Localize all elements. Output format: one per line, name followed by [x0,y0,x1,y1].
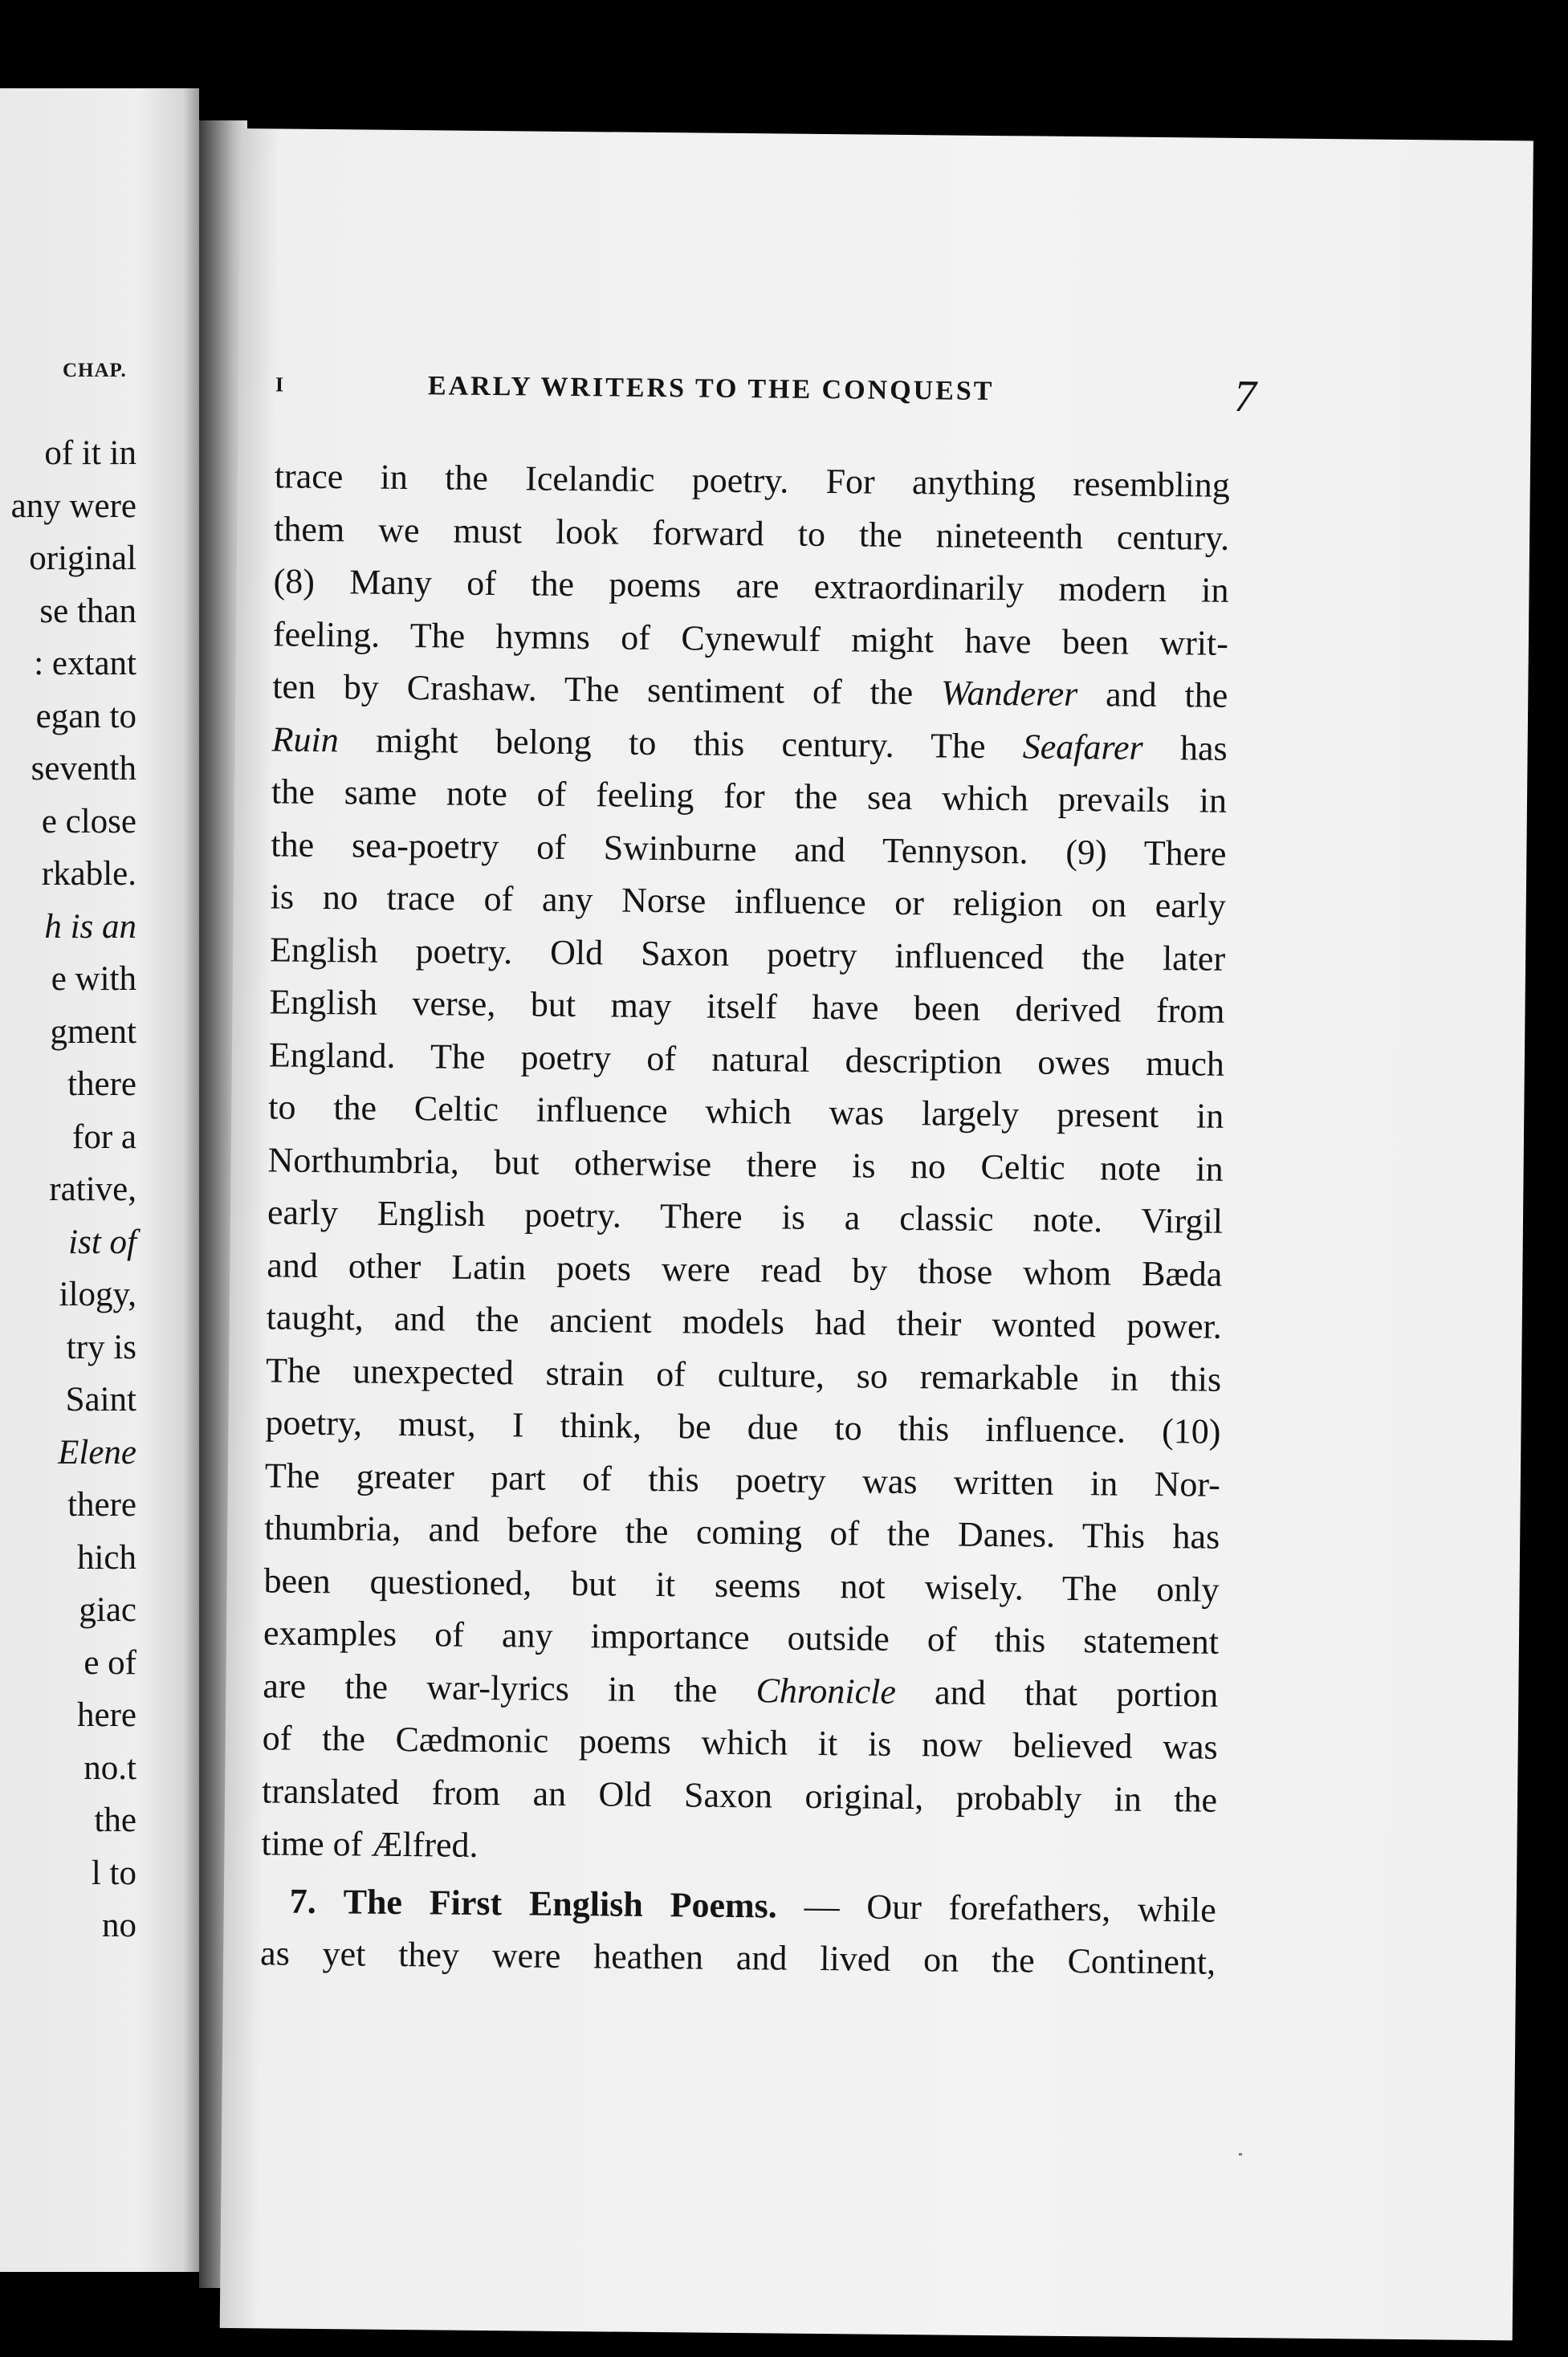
section-title: The First English Poems. [343,1881,778,1926]
text-line: is no trace of any Norse influence or religion on early [270,877,1226,926]
text-line: English verse, but may itself have been derived from [269,982,1225,1031]
previous-page-line: seventh [31,750,136,788]
poem-title: Wanderer [940,673,1078,714]
text-line: ten by Crashaw. The sentiment of the Wanderer and the [272,666,1228,715]
previous-page-line: e of [83,1643,136,1682]
previous-page-line: ist of [68,1223,136,1261]
previous-page-line: gment [50,1012,136,1051]
text-line: are the war-lyrics in the Chronicle and that portion [263,1665,1219,1715]
previous-page-line: the [94,1801,136,1839]
previous-page-line: giac [79,1591,136,1629]
previous-page-line: rative, [49,1170,136,1208]
text-line: trace in the Icelandic poetry. For anything resembling [274,456,1231,505]
previous-page-line: hich [76,1538,136,1577]
page-body [260,450,1230,1989]
previous-page-line: any were [10,486,136,525]
text-line: the same note of feeling for the sea which prevails in [271,771,1228,820]
text-line: poetry, must, I think, be due to this influence. (10) [265,1402,1221,1451]
text-line: Ruin might belong to this century. The Seafarer has [271,718,1228,768]
text-line: of the Cædmonic poems which it is now believed was [262,1718,1218,1767]
section-heading-line: 7. The First English Poems. — Our forefathers, while [289,1881,1217,1930]
previous-page-line: egan to [35,697,136,735]
text-line: early English poetry. There is a classic note. Virgil [267,1192,1224,1241]
text-line: to the Celtic influence which was largely present in [268,1087,1224,1136]
text-line: English poetry. Old Saxon poetry influenced the later [269,929,1226,979]
previous-page-line: here [77,1696,136,1734]
chapter-numeral: I [275,372,284,397]
text-line: The unexpected strain of culture, so remarkable in this [265,1349,1222,1399]
poem-title: Seafarer [1022,726,1143,767]
text-line: Northumbria, but otherwise there is no Celtic note in [267,1139,1224,1189]
previous-page-text [11,427,136,1952]
work-title: Chronicle [755,1670,897,1712]
text-line: as yet they were heathen and lived on the Continent, [259,1933,1216,1982]
text-line: them we must look forward to the nineteenth century. [273,508,1230,558]
text-line: translated from an Old Saxon original, probably in the [261,1770,1218,1820]
text-line: the sea-poetry of Swinburne and Tennyson. (9) There [271,824,1227,873]
book-page [220,128,1533,2340]
text-line: (8) Many of the poems are extraordinarily modern in [273,561,1229,610]
paper-speck [1239,2153,1242,2155]
previous-page [0,88,199,2272]
previous-page-line: of it in [44,434,136,472]
section-number: 7. [289,1881,317,1921]
previous-page-line: original [29,539,136,577]
previous-page-line: Elene [58,1433,136,1472]
text-line: been questioned, but it seems not wisely. The only [263,1560,1220,1610]
running-title: EARLY WRITERS TO THE CONQUEST [427,371,995,407]
previous-page-line: ilogy, [59,1276,136,1313]
previous-page-line: rkable. [41,855,136,893]
previous-page-line: e with [51,960,136,998]
previous-page-line: e close [41,802,136,841]
running-head [275,361,1480,429]
previous-page-header: CHAP. [63,360,127,381]
text-line: thumbria, and before the coming of the Danes. This has [264,1508,1220,1557]
page-number: 7 [1233,371,1257,422]
text-line: taught, and the ancient models had their wonted power. [266,1297,1222,1346]
text-line: The greater part of this poetry was written in Nor- [264,1455,1221,1504]
previous-page-line: se than [39,592,136,630]
text-line: examples of any importance outside of this statement [263,1613,1220,1662]
previous-page-line: no.t [83,1748,136,1787]
previous-page-line: there [67,1486,136,1524]
previous-page-line: there [67,1065,136,1103]
poem-title: Ruin [271,718,340,759]
text-line: feeling. The hymns of Cynewulf might have been writ- [272,613,1229,663]
text-line: England. The poetry of natural description owes much [268,1034,1225,1084]
text-line: time of Ælfred. [261,1823,479,1865]
previous-page-line: l to [91,1854,136,1892]
previous-page-line: : extant [34,645,136,682]
previous-page-line: try is [66,1328,136,1366]
text-line: and other Latin poets were read by those whom Bæda [267,1244,1223,1294]
previous-page-line: Saint [65,1381,136,1419]
previous-page-line: h is an [44,907,136,946]
previous-page-line: for a [72,1117,136,1156]
previous-page-line: no [102,1907,136,1944]
